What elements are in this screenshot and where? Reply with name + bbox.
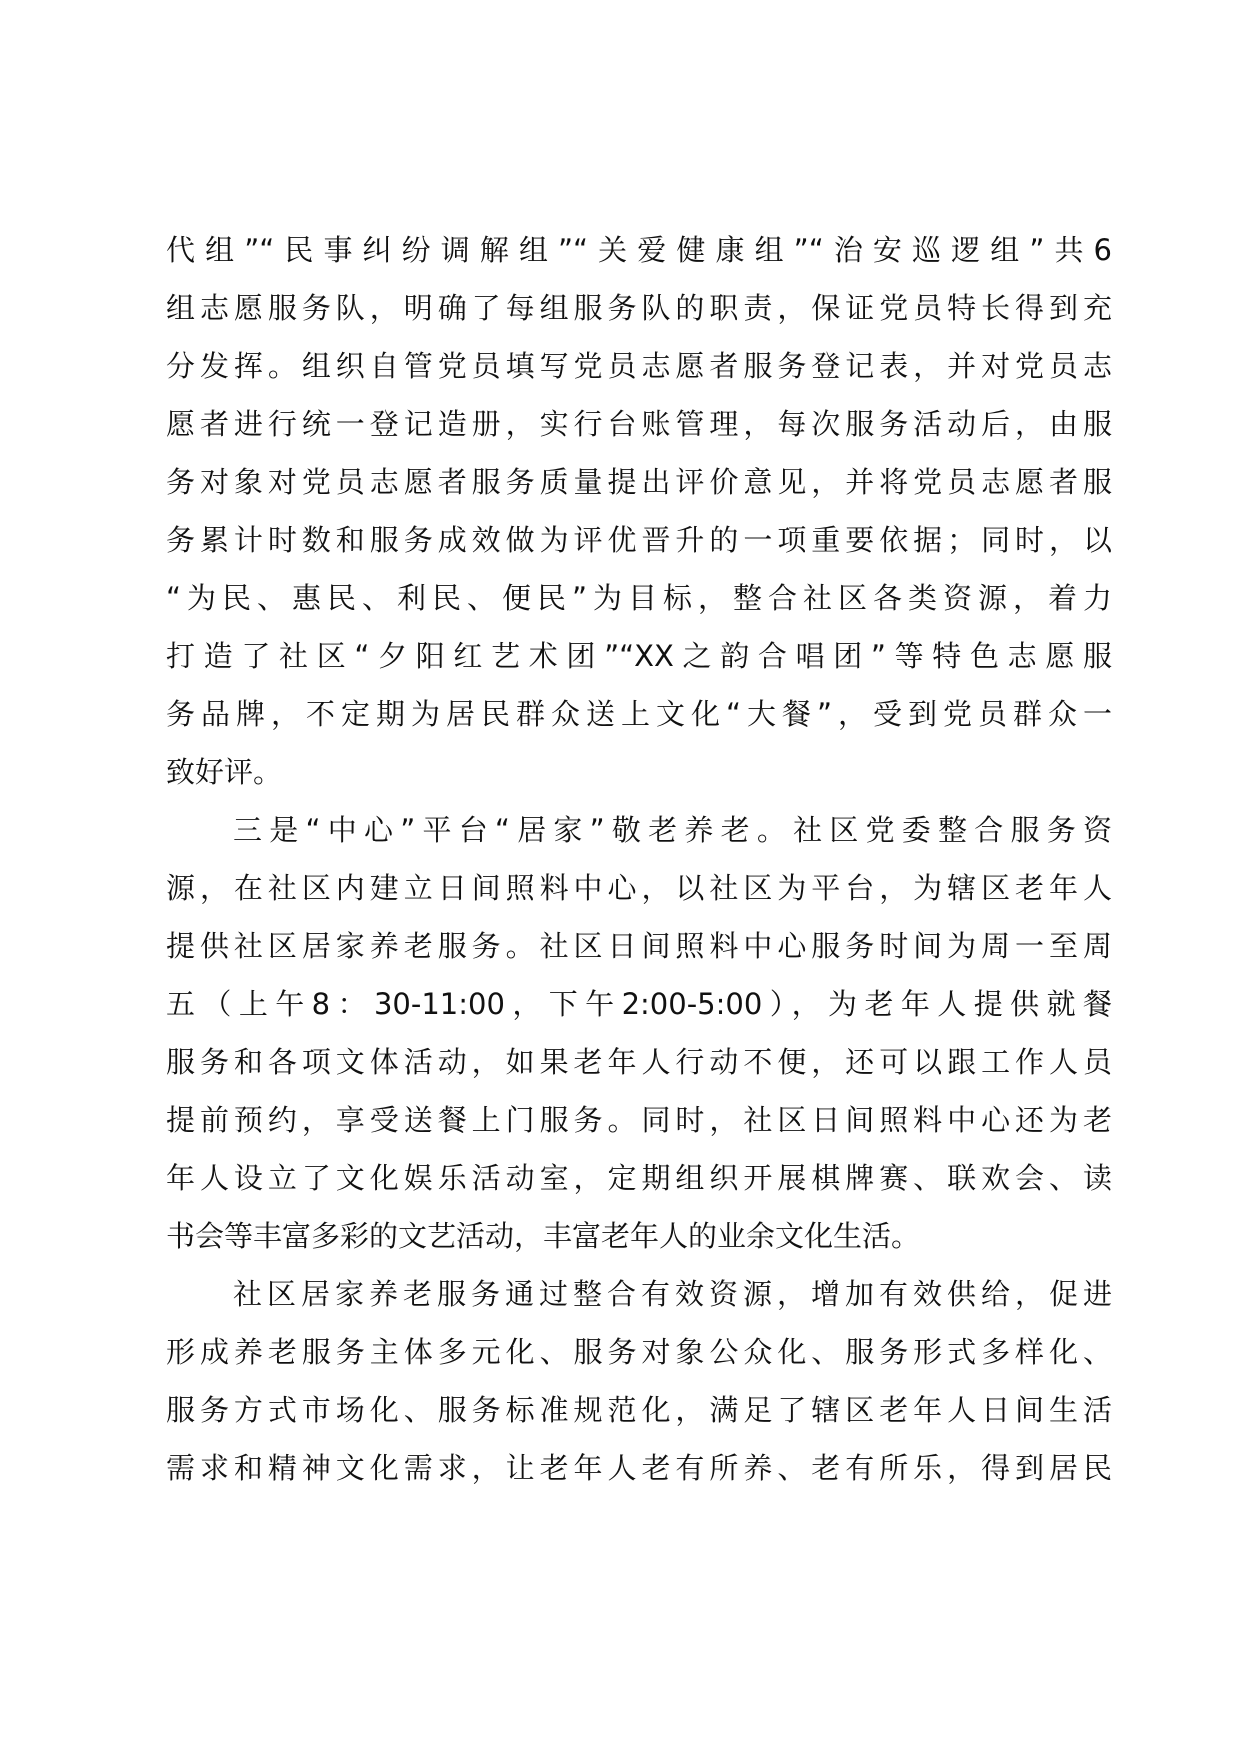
- text-line: 提前预约，享受送餐上门服务。同时，社区日间照料中心还为老: [166, 1103, 1112, 1137]
- text-line: 书会等丰富多彩的文艺活动，丰富老年人的业余文化生活。: [166, 1219, 921, 1253]
- text-line: 愿者进行统一登记造册，实行台账管理，每次服务活动后，由服: [166, 407, 1112, 441]
- text-line: 年人设立了文化娱乐活动室，定期组织开展棋牌赛、联欢会、读: [166, 1161, 1112, 1195]
- text-line: 服务和各项文体活动，如果老年人行动不便，还可以跟工作人员: [166, 1045, 1112, 1079]
- text-line: 组志愿服务队，明确了每组服务队的职责，保证党员特长得到充: [166, 291, 1112, 325]
- paragraph-start-line: 三是“中心”平台“居家”敬老养老。社区党委整合服务资: [233, 813, 1112, 847]
- paragraph-start-line: 社区居家养老服务通过整合有效资源，增加有效供给，促进: [233, 1277, 1112, 1311]
- text-line: 代组”“民事纠纷调解组”“关爱健康组”“治安巡逻组”共6: [166, 233, 1112, 267]
- text-line: 提供社区居家养老服务。社区日间照料中心服务时间为周一至周: [166, 929, 1112, 963]
- text-line: 务对象对党员志愿者服务质量提出评价意见，并将党员志愿者服: [166, 465, 1112, 499]
- text-line: 打造了社区“夕阳红艺术团”“XX之韵合唱团”等特色志愿服: [166, 639, 1112, 673]
- text-line: 务品牌，不定期为居民群众送上文化“大餐”，受到党员群众一: [166, 697, 1112, 731]
- text-line: 源，在社区内建立日间照料中心，以社区为平台，为辖区老年人: [166, 871, 1112, 905]
- text-line: 形成养老服务主体多元化、服务对象公众化、服务形式多样化、: [166, 1335, 1112, 1369]
- text-line: “为民、惠民、利民、便民”为目标，整合社区各类资源，着力: [166, 581, 1112, 615]
- text-line: 五（上午8：30-11:00，下午2:00-5:00），为老年人提供就餐: [166, 987, 1112, 1021]
- text-line: 务累计时数和服务成效做为评优晋升的一项重要依据；同时，以: [166, 523, 1112, 557]
- text-line: 致好评。: [166, 755, 283, 789]
- text-line: 分发挥。组织自管党员填写党员志愿者服务登记表，并对党员志: [166, 349, 1112, 383]
- text-line: 需求和精神文化需求，让老年人老有所养、老有所乐，得到居民: [166, 1451, 1112, 1485]
- text-line: 服务方式市场化、服务标准规范化，满足了辖区老年人日间生活: [166, 1393, 1112, 1427]
